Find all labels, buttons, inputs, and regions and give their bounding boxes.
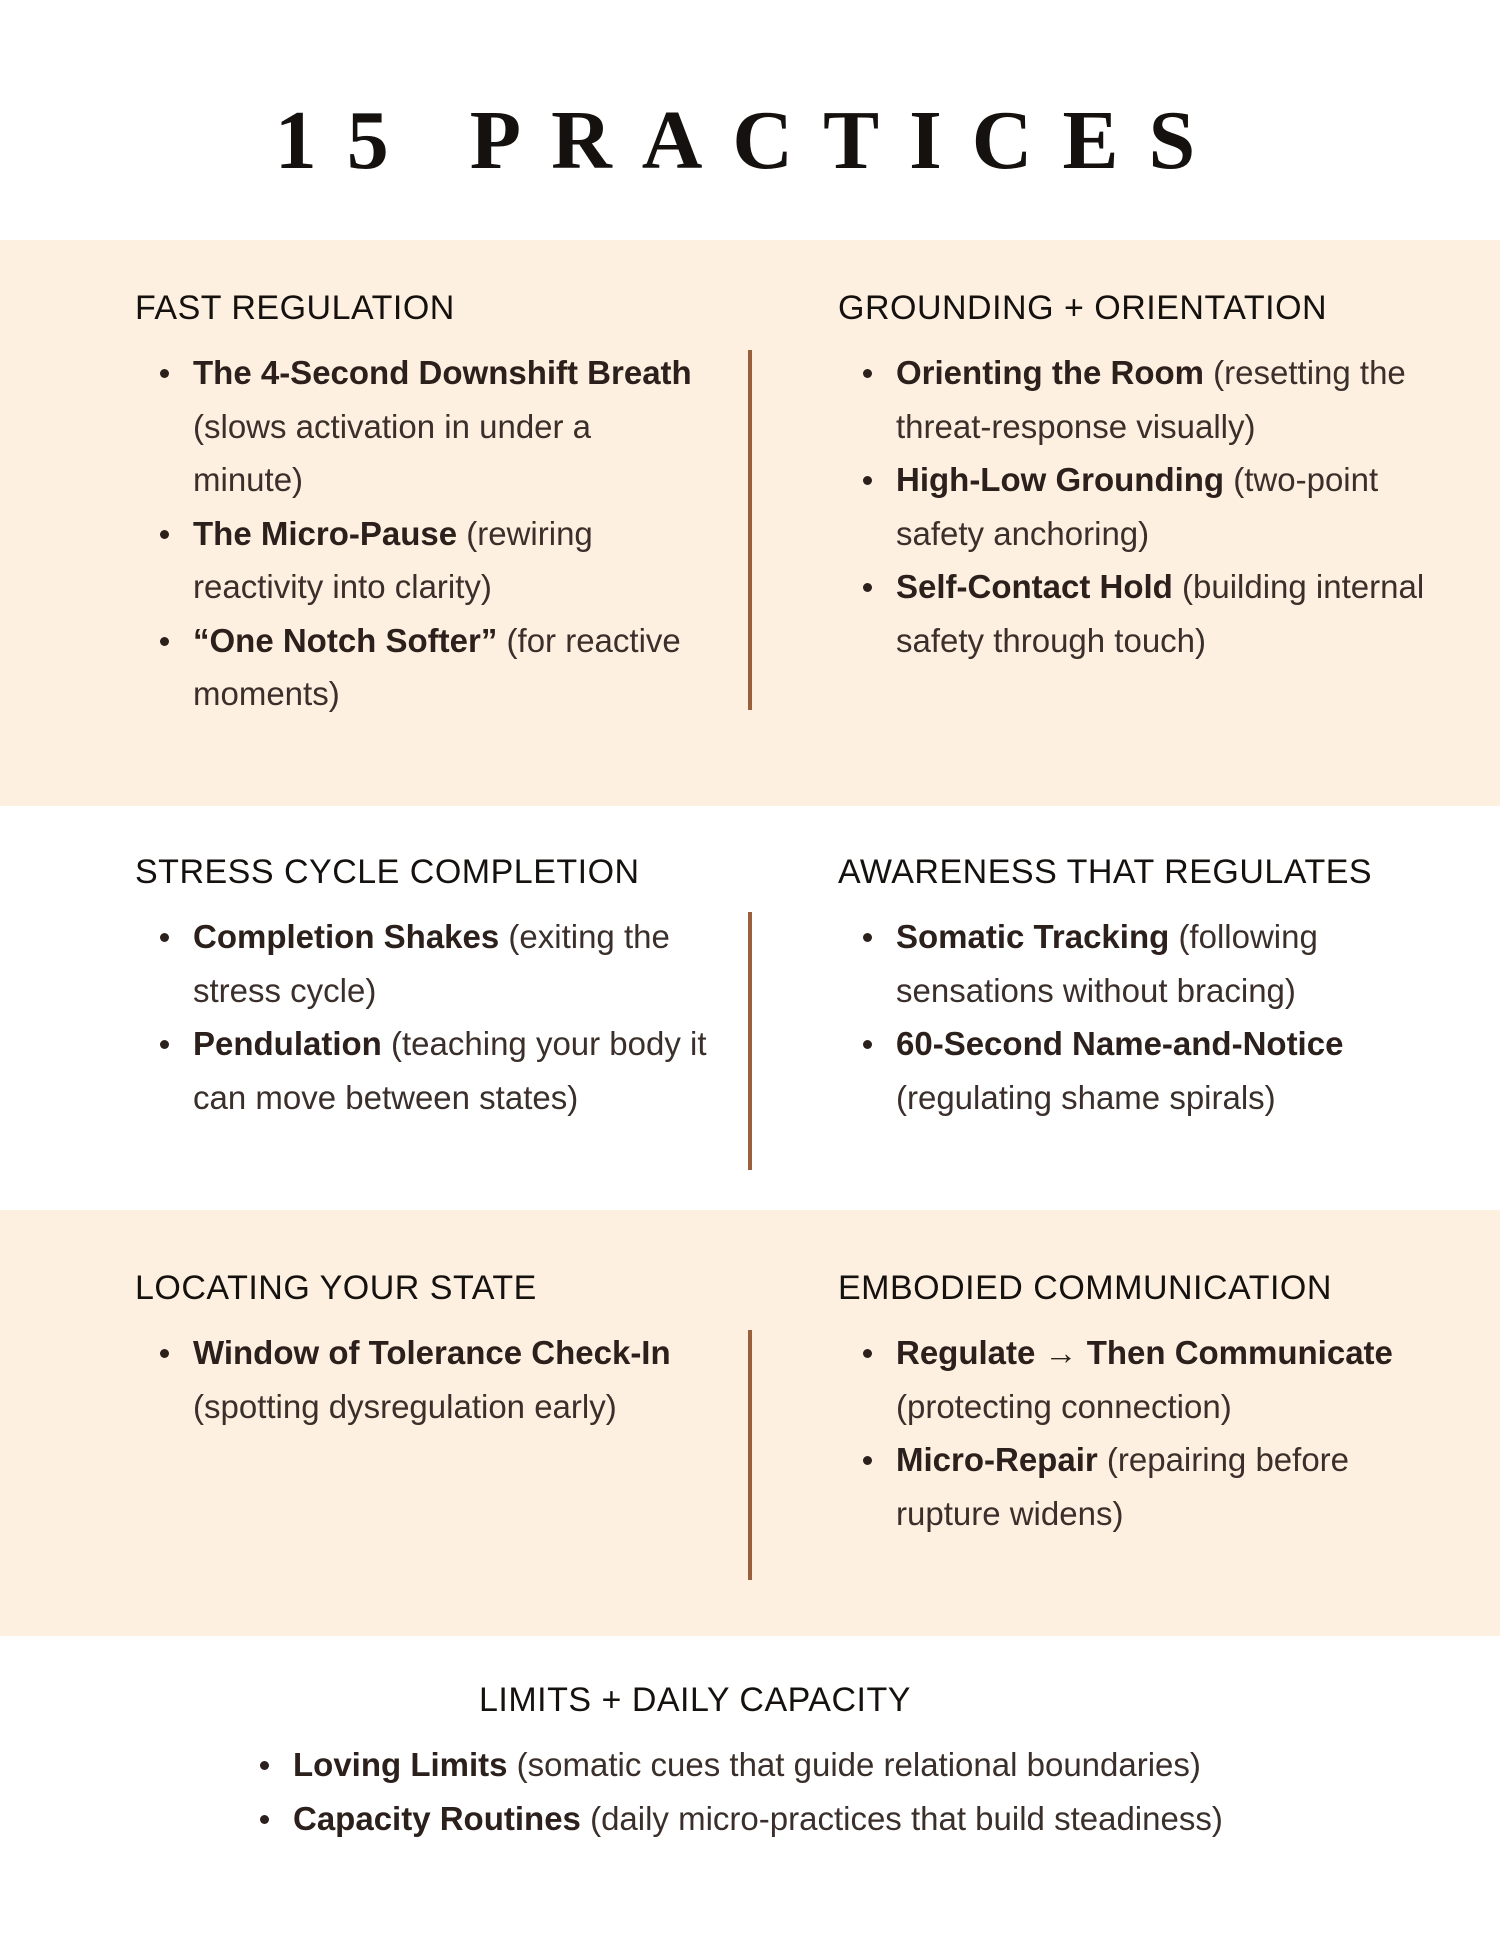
- practice-list: [838, 910, 1428, 1124]
- practice-desc: (two-point safety anchoring): [896, 461, 1379, 552]
- list-item: [838, 346, 1428, 453]
- section-heading: FAST REGULATION: [135, 289, 455, 327]
- section-heading: AWARENESS THAT REGULATES: [838, 853, 1373, 891]
- practice-name: Micro-Repair: [896, 1441, 1098, 1478]
- practice-name: Regulate → Then Communicate: [896, 1334, 1393, 1371]
- practice-name: High-Low Grounding: [896, 461, 1225, 498]
- list-item: [838, 1326, 1428, 1433]
- section-awareness: [838, 852, 1428, 1124]
- section-heading: EMBODIED COMMUNICATION: [838, 1269, 1332, 1307]
- section-band-2: [0, 806, 1500, 1210]
- practice-desc: (resetting the threat-response visually): [896, 354, 1406, 445]
- practice-name: Completion Shakes: [193, 918, 500, 955]
- section-grounding-orientation: [838, 288, 1428, 667]
- section-band-1: [0, 240, 1500, 806]
- section-band-3: [0, 1210, 1500, 1636]
- practice-list: [135, 346, 710, 721]
- practice-name: 60-Second Name-and-Notice: [896, 1025, 1344, 1062]
- column-divider: [748, 912, 752, 1170]
- practice-name: The 4-Second Downshift Breath: [193, 354, 692, 391]
- practice-name: The Micro-Pause: [193, 514, 458, 552]
- section-stress-cycle: [135, 852, 710, 1124]
- section-embodied-communication: [838, 1268, 1428, 1540]
- column-divider: [748, 1330, 752, 1580]
- list-item: [838, 453, 1428, 560]
- practice-name: Pendulation: [193, 1025, 382, 1062]
- practice-desc: (following sensations without bracing): [896, 918, 1318, 1009]
- section-fast-regulation: [135, 288, 710, 721]
- section-heading: GROUNDING + ORIENTATION: [838, 289, 1328, 327]
- page-title: 15 PRACTICES: [274, 94, 1226, 187]
- list-item: [838, 1017, 1428, 1124]
- list-item: [135, 910, 710, 1017]
- practice-desc: (regulating shame spirals): [896, 1078, 1276, 1116]
- practice-name: Capacity Routines: [293, 1799, 581, 1837]
- practice-name: “One Notch Softer”: [193, 621, 498, 659]
- list-item: [135, 614, 710, 721]
- list-item: [235, 1792, 1335, 1846]
- list-item: [135, 1326, 710, 1433]
- practice-list: [235, 1738, 1335, 1845]
- section-band-4: [0, 1636, 1500, 1941]
- practice-name: Orienting the Room: [896, 354, 1204, 391]
- practice-desc: (somatic cues that guide relational boundaries): [516, 1746, 1201, 1783]
- list-item: [135, 1017, 710, 1124]
- section-locating-state: [135, 1268, 710, 1433]
- practice-desc: (slows activation in under a minute): [193, 407, 592, 498]
- practice-name: Window of Tolerance Check-In: [193, 1334, 671, 1371]
- practice-list: [838, 1326, 1428, 1540]
- list-item: [135, 346, 710, 507]
- practice-list: [135, 910, 710, 1124]
- practice-desc: (for reactive moments): [193, 621, 681, 712]
- practice-name: Self-Contact Hold: [896, 568, 1173, 605]
- section-heading: LIMITS + DAILY CAPACITY: [479, 1681, 911, 1719]
- practice-desc: (daily micro-practices that build steadiness): [590, 1799, 1223, 1837]
- list-item: [838, 910, 1428, 1017]
- practice-list: [135, 1326, 710, 1433]
- practice-desc: (building internal safety through touch): [896, 568, 1425, 659]
- list-item: [235, 1738, 1335, 1792]
- practice-desc: (rewiring reactivity into clarity): [193, 514, 593, 605]
- practice-name: Somatic Tracking: [896, 918, 1170, 955]
- list-item: [838, 560, 1428, 667]
- practice-desc: (repairing before rupture widens): [896, 1441, 1350, 1532]
- practice-desc: (protecting connection): [896, 1387, 1232, 1425]
- practice-list: [838, 346, 1428, 667]
- section-heading: STRESS CYCLE COMPLETION: [135, 853, 640, 891]
- practice-desc: (exiting the stress cycle): [193, 918, 670, 1009]
- list-item: [135, 507, 710, 614]
- practice-name: Loving Limits: [293, 1746, 508, 1783]
- section-limits-capacity: [235, 1680, 1335, 1845]
- practice-desc: (teaching your body it can move between states): [193, 1025, 707, 1116]
- section-heading: LOCATING YOUR STATE: [135, 1269, 537, 1307]
- column-divider: [748, 350, 752, 710]
- list-item: [838, 1433, 1428, 1540]
- practice-desc: (spotting dysregulation early): [193, 1387, 617, 1425]
